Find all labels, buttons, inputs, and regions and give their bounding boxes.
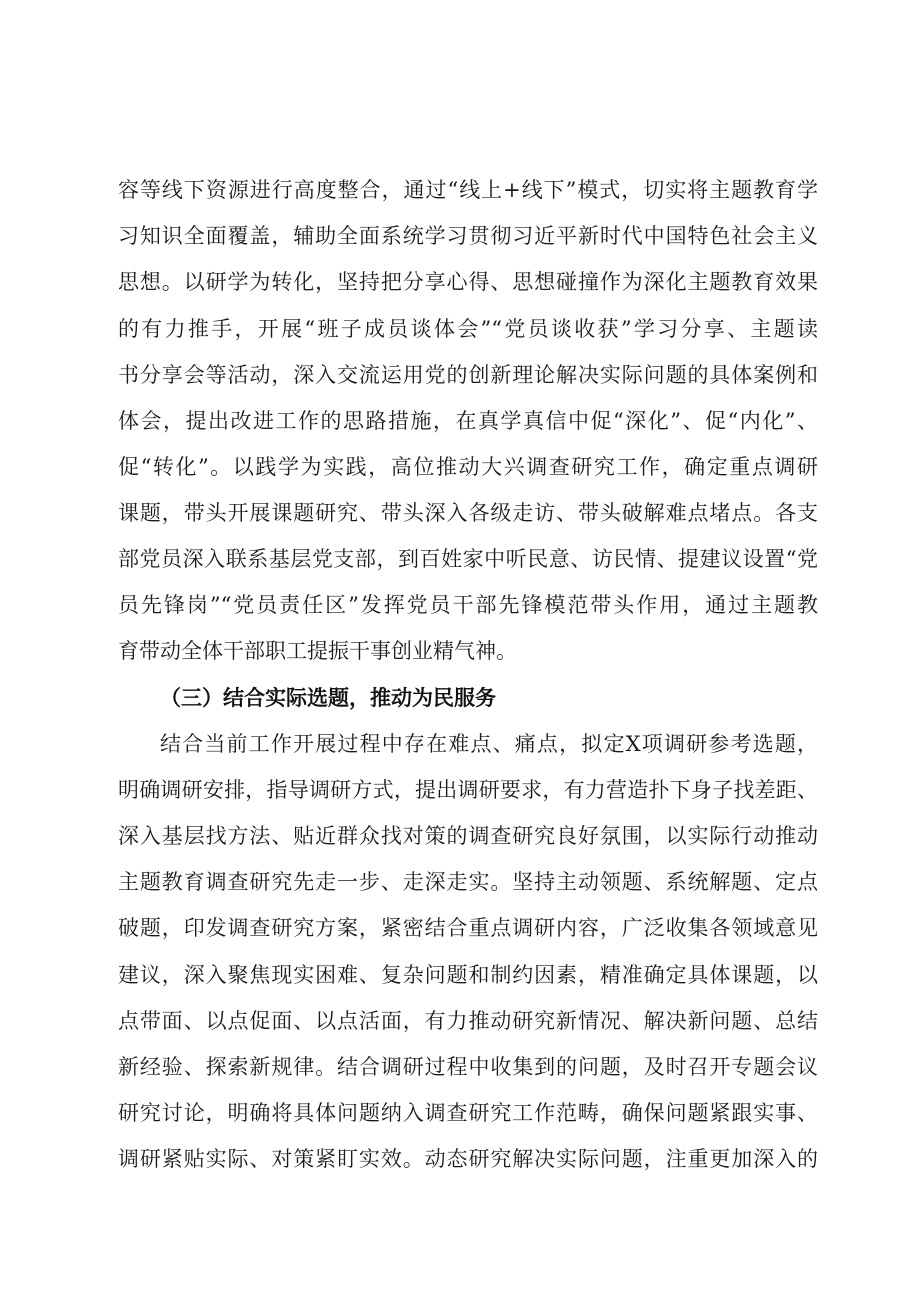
paragraph-line: 破题，印发调查研究方案，紧密结合重点调研内容，广泛收集各领域意见 xyxy=(118,916,818,940)
paragraph-line: 结合当前工作开展过程中存在难点、痛点，拟定X项调研参考选题， xyxy=(160,732,818,756)
paragraph-line: 调研紧贴实际、对策紧盯实效。动态研究解决实际问题，注重更加深入的 xyxy=(118,1147,818,1171)
paragraph-line: 新经验、探索新规律。结合调研过程中收集到的问题，及时召开专题会议 xyxy=(118,1055,818,1079)
paragraph-line: 建议，深入聚焦现实困难、复杂问题和制约因素，精准确定具体课题，以 xyxy=(118,963,818,987)
paragraph-line: 容等线下资源进行高度整合，通过“线上+线下”模式，切实将主题教育学 xyxy=(118,178,818,202)
paragraph-line: 促“转化”。以践学为实践，高位推动大兴调查研究工作，确定重点调研 xyxy=(118,455,818,479)
paragraph-line: 员先锋岗”“党员责任区”发挥党员干部先锋模范带头作用，通过主题教 xyxy=(118,593,818,617)
paragraph-line: 主题教育调查研究先走一步、走深走实。坚持主动领题、系统解题、定点 xyxy=(118,870,818,894)
paragraph-line: 的有力推手，开展“班子成员谈体会”“党员谈收获”学习分享、主题读 xyxy=(118,317,818,341)
paragraph-line: 育带动全体干部职工提振干事创业精气神。 xyxy=(118,639,517,663)
paragraph-line: 习知识全面覆盖，辅助全面系统学习贯彻习近平新时代中国特色社会主义 xyxy=(118,224,818,248)
paragraph-line: 课题，带头开展课题研究、带头深入各级走访、带头破解难点堵点。各支 xyxy=(118,501,818,525)
paragraph-line: 研究讨论，明确将具体问题纳入调查研究工作范畴，确保问题紧跟实事、 xyxy=(118,1101,818,1125)
section-heading: （三）结合实际选题，推动为民服务 xyxy=(160,685,496,710)
paragraph-line: 书分享会等活动，深入交流运用党的创新理论解决实际问题的具体案例和 xyxy=(118,363,818,387)
paragraph-line: 体会，提出改进工作的思路措施，在真学真信中促“深化”、促“内化”、 xyxy=(118,409,818,433)
paragraph-line: 点带面、以点促面、以点活面，有力推动研究新情况、解决新问题、总结 xyxy=(118,1009,818,1033)
paragraph-line: 思想。以研学为转化，坚持把分享心得、思想碰撞作为深化主题教育效果 xyxy=(118,270,818,294)
paragraph-line: 明确调研安排，指导调研方式，提出调研要求，有力营造扑下身子找差距、 xyxy=(118,778,818,802)
paragraph-line: 部党员深入联系基层党支部，到百姓家中听民意、访民情、提建议设置“党 xyxy=(118,547,818,571)
paragraph-line: 深入基层找方法、贴近群众找对策的调查研究良好氛围，以实际行动推动 xyxy=(118,824,818,848)
